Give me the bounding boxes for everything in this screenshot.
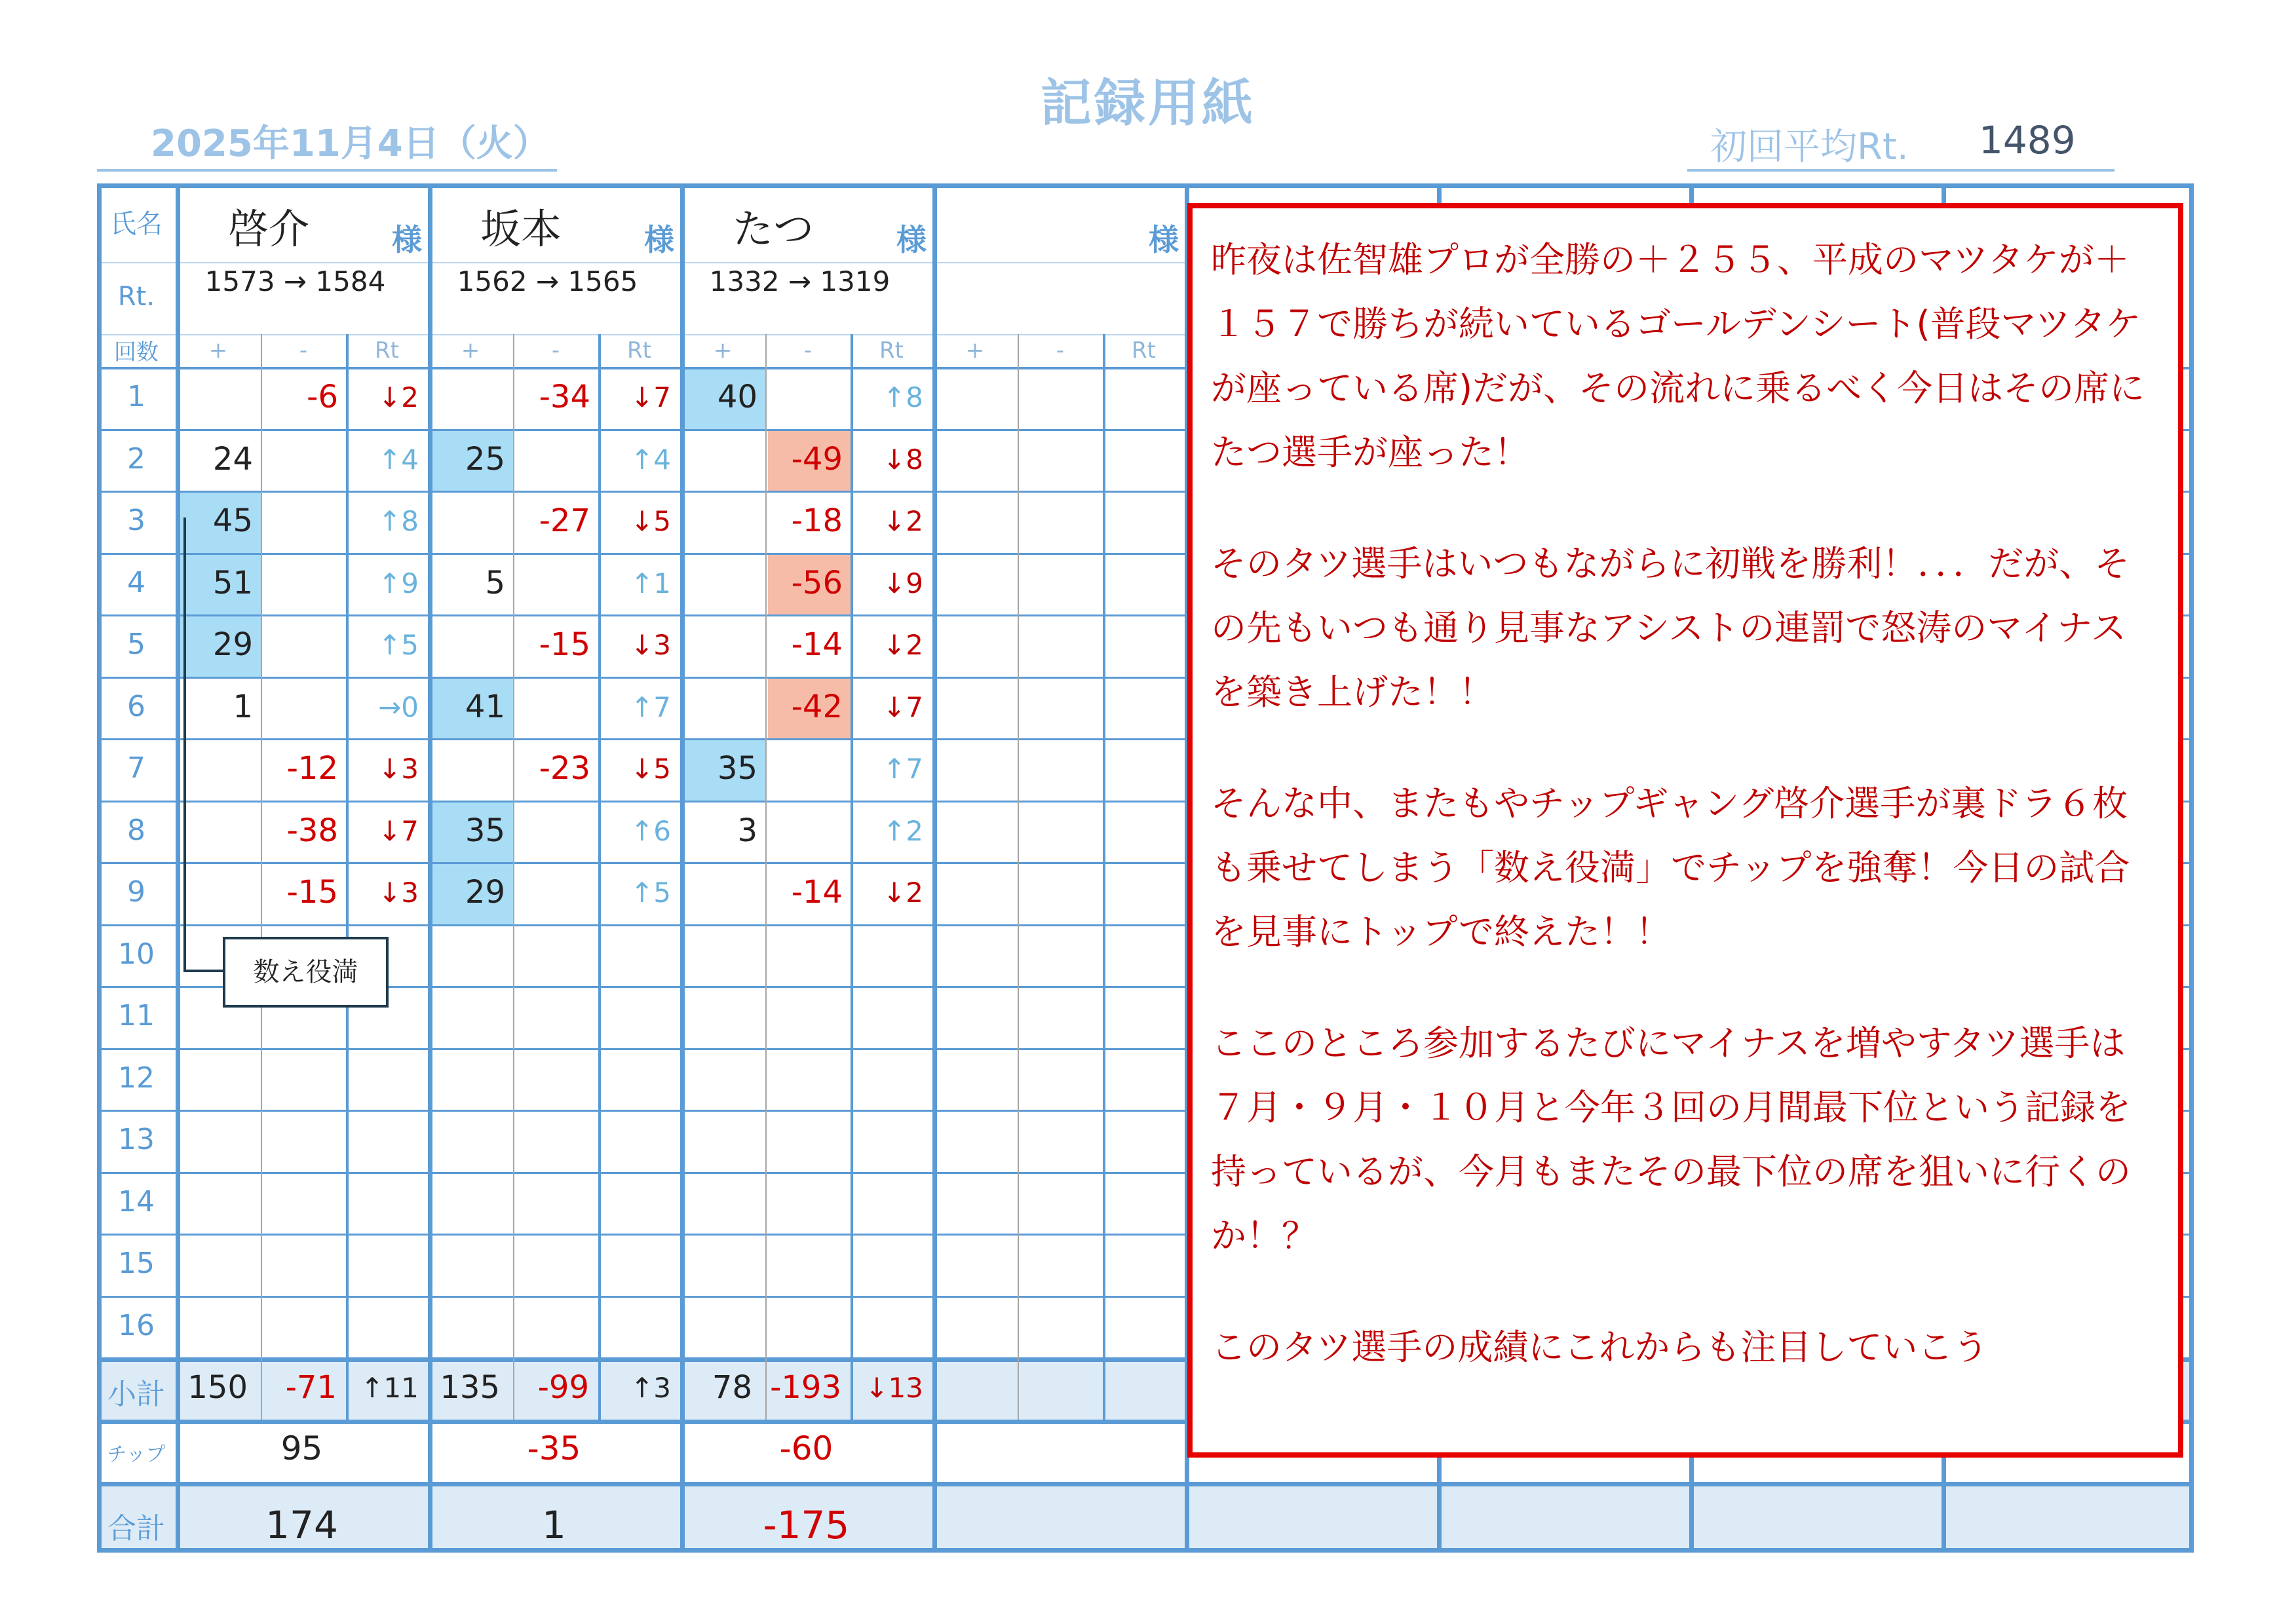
- minus-score: -42: [791, 688, 843, 725]
- minus-column-header: -: [551, 337, 560, 364]
- round-number: 16: [118, 1308, 155, 1342]
- minus-score: -6: [307, 379, 338, 415]
- total-top-border: [97, 1482, 2194, 1486]
- minus-column-header: -: [1056, 337, 1065, 364]
- rating-change: ↑6: [630, 814, 671, 847]
- rating-change: ↓3: [378, 753, 419, 785]
- player-block-border: [428, 183, 432, 1553]
- round-number: 6: [127, 689, 145, 723]
- round-number: 15: [118, 1247, 155, 1280]
- sama-label: 様: [896, 222, 927, 257]
- average-rating-label: 初回平均Rt.: [1710, 126, 1909, 168]
- chip-value: -60: [779, 1429, 833, 1467]
- round-number: 5: [127, 628, 145, 661]
- rating-change: ↓3: [630, 629, 671, 661]
- rating-change: ↑4: [378, 443, 419, 476]
- sama-label: 様: [392, 222, 422, 257]
- rating-change: ↓5: [630, 753, 671, 785]
- round-number: 13: [118, 1123, 155, 1156]
- plus-score: 24: [212, 440, 253, 478]
- rating-change: ↓2: [378, 381, 419, 413]
- subtotal-rating-change: ↑11: [360, 1372, 419, 1404]
- minus-score: -56: [791, 564, 843, 601]
- minus-column-header: -: [803, 337, 813, 364]
- minus-score: -38: [286, 812, 338, 849]
- plus-column-header: +: [965, 337, 985, 364]
- subcolumn-divider: [1018, 334, 1019, 1420]
- plus-score: 29: [465, 874, 505, 911]
- plus-score: 51: [212, 564, 253, 601]
- player-rating: 1573 → 1584: [204, 265, 386, 297]
- rating-change: →0: [378, 690, 419, 723]
- rating-change: ↓2: [883, 629, 923, 661]
- rating-change: ↑7: [883, 753, 923, 785]
- plus-score: 40: [717, 379, 757, 415]
- minus-score: -12: [286, 750, 338, 787]
- sama-label: 様: [644, 222, 674, 257]
- row-divider: [97, 262, 1185, 263]
- subtotal-minus: -193: [770, 1369, 841, 1406]
- rt-column-header: Rt: [375, 337, 399, 364]
- commentary-box: [1187, 203, 2183, 1458]
- rating-change: ↑4: [630, 443, 671, 476]
- subtotal-plus: 78: [712, 1369, 752, 1406]
- commentary-paragraph: ここのところ参加するたびにマイナスを増やすタツ選手は７月・９月・１０月と今年３回の月間最下位という記録を持っているが、今月もまたその最下位の席を狙いに行くのか！？: [1211, 1023, 2131, 1256]
- round-number: 8: [127, 813, 145, 847]
- round-number: 9: [127, 875, 145, 909]
- commentary-paragraph: このタツ選手の成績にこれからも注目していこう: [1211, 1327, 1989, 1368]
- total-value: 1: [542, 1503, 566, 1547]
- row-divider: [97, 334, 1185, 335]
- player-rating: 1562 → 1565: [457, 265, 638, 297]
- subtotal-minus: -99: [537, 1369, 589, 1406]
- minus-score: -14: [791, 874, 843, 911]
- commentary-paragraph: 昨夜は佐智雄プロが全勝の＋２５５、平成のマツタケが＋１５７で勝ちが続いているゴールデンシート(普段マツタケが座っている席)だが、その流れに乗るべく今日はその席にたつ選手が座った！: [1211, 239, 2145, 473]
- minus-score: -18: [791, 502, 843, 539]
- rating-change: ↓5: [630, 505, 671, 537]
- minus-score: -15: [286, 874, 338, 911]
- minus-score: -15: [539, 626, 590, 663]
- subtotal-minus: -71: [285, 1369, 337, 1406]
- plus-score: 41: [465, 688, 505, 725]
- total-label: 合計: [107, 1512, 165, 1545]
- name-row-label: 氏名: [110, 209, 163, 239]
- player-name: 坂本: [480, 205, 562, 253]
- subtotal-rating-change: ↑3: [630, 1372, 671, 1404]
- commentary-paragraph: そんな中、またもやチップギャング啓介選手が裏ドラ６枚も乗せてしまう「数え役満」でチップを強奪！今日の試合を見事にトップで終えた！！: [1211, 783, 2130, 953]
- player-name: たつ: [733, 205, 814, 253]
- callout-connector: [183, 518, 225, 972]
- minus-score: -14: [791, 626, 843, 663]
- callout-yakuman: 数え役満: [223, 937, 389, 1008]
- rating-change: ↓9: [883, 567, 923, 599]
- rating-change: ↓2: [883, 505, 923, 537]
- rating-change: ↑8: [883, 381, 923, 413]
- average-rating-value: 1489: [1979, 118, 2076, 162]
- sama-label: 様: [1149, 222, 1179, 257]
- chip-value: -35: [527, 1429, 581, 1467]
- rating-row-label: Rt.: [117, 282, 155, 312]
- plus-score: 35: [717, 750, 757, 787]
- minus-score: -23: [539, 750, 590, 787]
- player-name: 啓介: [228, 205, 310, 253]
- rating-change: ↑8: [378, 505, 419, 537]
- minus-column-header: -: [299, 337, 308, 364]
- rating-change: ↓7: [630, 381, 671, 413]
- rt-column-header: Rt: [879, 337, 904, 364]
- round-number: 3: [127, 504, 145, 537]
- plus-score: 35: [465, 812, 505, 849]
- minus-score: -34: [539, 379, 590, 415]
- player-block-border: [176, 183, 180, 1553]
- rating-change: ↑2: [883, 814, 923, 847]
- rating-change: ↓7: [883, 690, 923, 723]
- rating-change: ↑5: [378, 629, 419, 661]
- player-rating: 1332 → 1319: [709, 265, 890, 297]
- plus-column-header: +: [208, 337, 228, 364]
- minus-score: -49: [791, 440, 843, 478]
- rating-change: ↑9: [378, 567, 419, 599]
- plus-score: 1: [233, 688, 253, 725]
- table-top-border: [97, 183, 2194, 188]
- subtotal-plus: 135: [440, 1369, 500, 1406]
- chip-value: 95: [280, 1429, 323, 1467]
- subtotal-rating-change: ↓13: [865, 1372, 923, 1404]
- total-value: 174: [265, 1503, 338, 1547]
- round-number: 4: [127, 565, 145, 599]
- subtotal-plus: 150: [187, 1369, 248, 1406]
- plus-score: 3: [737, 812, 757, 849]
- commentary-paragraph: そのタツ選手はいつもながらに初戦を勝利！．．．だが、その先もいつも通り見事なアシストの連罰で怒涛のマイナスを築き上げた！！: [1211, 543, 2130, 713]
- round-number: 7: [127, 751, 145, 785]
- rating-change: ↑5: [630, 877, 671, 909]
- subcolumn-divider: [1103, 334, 1105, 1420]
- rating-change: ↑1: [630, 567, 671, 599]
- round-number: 11: [118, 999, 155, 1032]
- rating-change: ↓7: [378, 814, 419, 847]
- rt-column-header: Rt: [1132, 337, 1156, 364]
- average-rating-underline: [1687, 169, 2114, 172]
- total-value: -175: [763, 1503, 850, 1547]
- player-block-border: [932, 183, 937, 1553]
- plus-score: 5: [485, 564, 505, 601]
- date-label: 2025年11月4日（火）: [151, 123, 550, 165]
- round-number: 10: [118, 937, 155, 971]
- round-number: 2: [127, 442, 145, 476]
- rating-change: ↓3: [378, 877, 419, 909]
- plus-score: 45: [212, 502, 253, 539]
- date-underline: [97, 169, 557, 172]
- round-number: 12: [118, 1061, 155, 1095]
- table-bottom-border: [97, 1548, 2194, 1553]
- page-title: 記録用紙: [1040, 74, 1255, 133]
- plus-column-header: +: [461, 337, 480, 364]
- round-number: 1: [127, 380, 145, 413]
- minus-score: -27: [539, 502, 590, 539]
- subtotal-label: 小計: [107, 1378, 165, 1411]
- rating-change: ↓8: [883, 443, 923, 476]
- rating-change: ↓2: [883, 877, 923, 909]
- round-number: 14: [118, 1184, 155, 1218]
- subcolumn-divider: [513, 334, 514, 1420]
- table-right-border: [2189, 183, 2194, 1553]
- chip-label: チップ: [107, 1443, 166, 1466]
- round-row-label: 回数: [114, 339, 159, 366]
- plus-column-header: +: [713, 337, 733, 364]
- plus-score: 25: [465, 440, 505, 478]
- plus-score: 29: [212, 626, 253, 663]
- rating-change: ↑7: [630, 690, 671, 723]
- rt-column-header: Rt: [627, 337, 651, 364]
